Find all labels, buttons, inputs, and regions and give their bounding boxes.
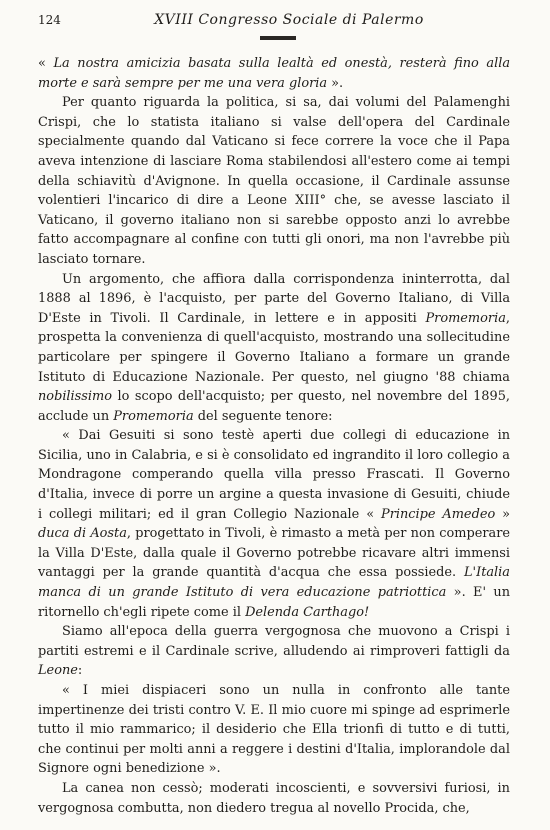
text-segment: L'Italia manca di un grande Istituto di vera educazione patriottica [38, 565, 510, 601]
text-segment: Per quanto riguarda la politica, si sa, dai volumi del Palamenghi Crispi, che lo statista italiano si valse dell'opera del Cardinale specialmente quando dal Vaticano si fece correre la voce che il Papa aveva intenzione di lasciare Roma stabilendosi all'estero come ai tempi della schiavitù d'Avignone. In quella occasione, il Cardinale assunse volentieri l'incarico di dire a Leone XIII [38, 95, 510, 209]
paragraph-p4 [38, 426, 510, 622]
text-segment: nobilissimo [38, 389, 113, 405]
page-number: 124 [38, 13, 61, 27]
text-segment: duca di Aosta [38, 526, 127, 542]
text-segment: La canea non cessò; moderati incoscienti, e sovversivi furiosi, in vergognosa combutta, non diedero tregua al novello Procida, che, [38, 780, 510, 816]
paragraph-p3 [38, 270, 510, 427]
text-segment: Leone [38, 663, 78, 679]
body-text [38, 54, 510, 818]
text-segment: Promemoria [425, 310, 506, 326]
text-segment: : [77, 663, 83, 679]
text-segment: Principe Amedeo [381, 506, 496, 522]
text-segment: » [495, 506, 511, 522]
text-segment: che, se avesse lasciato il Vaticano, il governo italiano non si sarebbe opposto anzi lo avrebbe fatto accompagnare al confine con tutti gli onori, ma non l'avrebbe più lasciato tornare. [38, 193, 511, 267]
text-segment: del seguente tenore: [193, 408, 333, 424]
header-ornament [260, 36, 296, 40]
text-segment: Siamo all'epoca della guerra vergognosa che muovono a Crispi i partiti estremi e il Cardinale scrive, alludendo ai rimproveri fattigli da [38, 624, 510, 659]
text-segment: lo scopo dell'acquisto; per questo, nel novembre del 1895, acclude un [38, 389, 510, 424]
text-segment: La nostra amicizia basata sulla lealtà ed onestà, resterà fino alla morte e sarà sempre per me una vera gloria [38, 56, 511, 91]
text-segment: « Dai Gesuiti si sono testè aperti due collegi di educazione in Sicilia, uno in Calabria, e si è consolidato ed ingrandito il loro collegio a Mondragone comperando quella villa presso Frascati. Il Governo d'Italia, invece di porre un argine a questa invasione di Gesuiti, chiude i collegi militari; ed il gran Collegio Nazionale « [38, 428, 510, 522]
text-segment: « [38, 56, 54, 71]
text-segment: « I miei dispiaceri sono un nulla in confronto alle tante impertinenze dei tristi contro V. E. Il mio cuore mi spinge ad esprimerle tutto il mio rammarico; il desiderio che Ella trionfi di tutto e di tutti, che continui per molti anni a reggere i destini d'Italia, implorandole dal Signore ogni benedizione ». [38, 683, 510, 777]
running-title: XVIII Congresso Sociale di Palermo [154, 12, 424, 28]
page-header [38, 12, 510, 34]
text-segment: Un argomento, che affiora dalla corrispondenza ininterrotta, dal 1888 al 1896, è l'acquisto, per parte del Governo Italiano, di Villa D'Este in Tivoli. Il Cardinale, in lettere e in appositi [38, 271, 510, 326]
paragraph-p7 [38, 779, 510, 818]
paragraph-p1 [38, 54, 510, 93]
text-segment: ». [327, 75, 344, 91]
paragraph-p6 [38, 681, 510, 779]
text-segment: , progettato in Tivoli, è rimasto a metà per non comperare la Villa D'Este, dalla quale il Governo potrebbe ricavare altri immensi vantaggi per la grande quantità d'acqua che essa possiede. [38, 526, 510, 581]
paragraph-p5 [38, 622, 510, 681]
text-segment: Delenda Carthago! [245, 604, 370, 620]
text-segment: ». E' un ritornello ch'egli ripete come il [38, 585, 511, 620]
text-segment: ° [319, 193, 327, 209]
text-segment: , prospetta la convenienza di quell'acquisto, mostrando una sollecitudine particolare per spingere il Governo Italiano a formare un grande Istituto di Educazione Nazionale. Per questo, nel giugno '88 chiama [38, 310, 510, 385]
text-segment: Promemoria [113, 408, 194, 424]
paragraph-p2 [38, 93, 510, 269]
